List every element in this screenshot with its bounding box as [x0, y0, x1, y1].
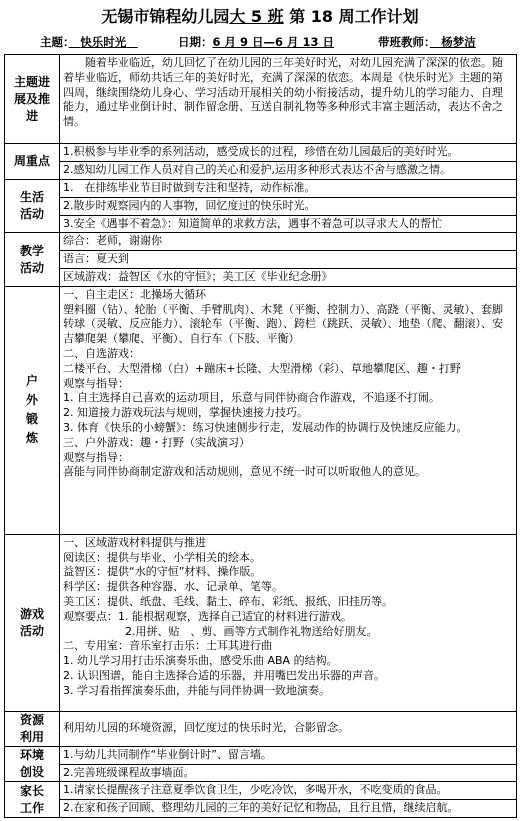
theme-label: 主题： — [40, 35, 69, 49]
row-focus — [5, 144, 517, 180]
focus-line: 1.积极参与毕业季的系列活动，感受成长的过程，珍惜在幼儿园最后的美好时光。 — [60, 144, 516, 162]
title-class-name: 大 5 班 — [229, 7, 284, 26]
games-line: 3. 学习看指挥演奏乐曲，并能与同伴协调一致地演奏。 — [63, 683, 330, 697]
outdoor-line: 塑料圈（钻）、轮胎（平衡、手臂肌肉）、木凳（平衡、控制力）、高跷（平衡、灵敏）、套脚转球（灵敏、反应能力）、滚轮车（平衡、跑）、跨栏（跳跃、灵敏）、地垫（爬、翻滚）、安吉攀爬架（攀爬、平衡）、自行车（下肢、平衡） — [63, 302, 503, 346]
outdoor-line: 喜能与同伴协商制定游戏和活动规则，意见不统一时可以听取他人的意见。 — [63, 465, 426, 479]
content-parents — [60, 782, 517, 818]
parents-line: 1.请家长提醒孩子注意夏季饮食卫生，少吃冷饮，多喝开水，不吃变质的食品。 — [60, 782, 516, 800]
parents-line: 2.在家和孩子回顾、整理幼儿园的三年的美好记忆和物品，且行且惜，继续启航。 — [63, 801, 459, 815]
row-theme-progress — [5, 55, 517, 144]
teaching-line: 语言：夏天到 — [60, 251, 516, 269]
outdoor-line: 一、自主走区：北操场大循环 — [63, 287, 206, 301]
content-focus — [60, 144, 517, 180]
theme-meta — [40, 32, 138, 52]
games-line: 益智区：提供“水的守恒”材料、操作版。 — [63, 565, 262, 579]
row-resources — [5, 711, 517, 746]
teaching-line: 综合：老师，谢谢你 — [60, 233, 516, 251]
theme-progress-text: 随着毕业临近，幼儿回忆了在幼儿园的三年美好时光，对幼儿园充满了深深的依恋。随着毕业临近，师幼共话三年的美好时光，充满了深深的依恋。本周是《快乐时光》主题的第四周，继续围绕幼儿身心、学习活动开展相关的幼小衔接活动，提升幼儿的学习能力、自理能力，通过毕业倒计时、制作留念册、互送自制礼物等多种形式丰富主题活动，表达不舍之情。 — [63, 56, 503, 129]
outdoor-line: 三、户外游戏：趣・打野（实战演习） — [63, 435, 250, 449]
label-teaching: 教学活动 — [5, 233, 60, 286]
date-value: 6 月 9 日—6 月 13 日 — [212, 35, 335, 49]
games-line: 阅读区：提供与毕业、小学相关的绘本。 — [63, 550, 261, 564]
label-resources: 资源利用 — [5, 711, 60, 746]
label-parents: 家长工作 — [5, 782, 60, 818]
life-line: 2.散步时观察园内的人事物，回忆度过的快乐时光。 — [60, 198, 516, 216]
content-outdoor — [60, 286, 517, 534]
teacher-value: 杨梦洁 — [441, 35, 476, 49]
teacher-meta — [378, 32, 476, 52]
label-outdoor: 户外锻炼 — [5, 286, 60, 534]
row-teaching — [5, 233, 517, 286]
life-line: 3.安全《遇事不着急》：知道简单的求救方法，遇事不着急可以寻求大人的帮忙 — [63, 216, 442, 230]
resources-text: 利用幼儿园的环境资源，回忆度过的快乐时光，合影留念。 — [63, 721, 349, 735]
label-life: 生活活动 — [5, 180, 60, 233]
outdoor-line: 二楼平台、大型滑梯（白）+蹦床+长隆、大型滑梯（彩）、草地攀爬区、趣・打野 — [63, 361, 461, 375]
outdoor-line: 二、自选游戏： — [63, 346, 140, 360]
plan-table — [4, 54, 517, 818]
games-line: 2. 认识图谱，能自主选择合适的乐器，并用嘴巴发出乐器的声音。 — [63, 668, 385, 682]
label-focus: 周重点 — [5, 144, 60, 180]
title-prefix: 无锡市锦程幼儿园 — [101, 7, 230, 26]
meta-row — [4, 32, 516, 54]
content-environment — [60, 746, 517, 782]
outdoor-line: 1. 自主选择自己喜欢的运动项目，乐意与同伴协商合作游戏，不追逐不打闹。 — [63, 391, 440, 405]
games-line: 1. 幼儿学习用打击乐演奏乐曲，感受乐曲 ABA 的结构。 — [63, 654, 338, 668]
page-title — [4, 6, 516, 32]
row-parents — [5, 782, 517, 818]
theme-value: 快乐时光 — [80, 35, 127, 49]
label-theme-progress: 主题进展及推进 — [5, 55, 60, 144]
row-outdoor — [5, 286, 517, 534]
games-line: 观察要点：1. 能根据观察，选择自己适宜的材料进行游戏。 — [63, 609, 352, 623]
row-games — [5, 534, 517, 711]
outdoor-line: 2. 知道接力游戏玩法与规则，掌握快速接力技巧。 — [63, 406, 308, 420]
games-line: 科学区：提供各种容器、水、记录单、笔等。 — [63, 580, 283, 594]
games-line: 美工区：提供、纸盘、毛线、黏土、碎布、彩纸、报纸、旧挂历等。 — [63, 594, 393, 608]
content-theme-progress — [60, 55, 517, 144]
environment-line: 2.完善班级课程故事墙面。 — [63, 765, 195, 779]
date-meta — [178, 32, 334, 52]
games-line: 2.用拼、贴 、剪、画等方式制作礼物送给好朋友。 — [125, 624, 378, 638]
teaching-line: 区域游戏：益智区《水的守恒》；美工区《毕业纪念册》 — [63, 269, 333, 283]
life-line: 1. 在排练毕业节目时做到专注和坚持，动作标准。 — [60, 180, 516, 198]
content-life — [60, 180, 517, 233]
content-teaching — [60, 233, 517, 286]
row-environment — [5, 746, 517, 782]
title-week: 第 18 周工作计划 — [289, 7, 419, 26]
outdoor-line: 观察与指导： — [63, 376, 129, 390]
games-line: 一、区域游戏材料提供与推进 — [63, 535, 206, 549]
outdoor-line: 观察与指导： — [63, 450, 129, 464]
date-label: 日期： — [178, 35, 213, 49]
label-environment: 环境创设 — [5, 746, 60, 782]
environment-line: 1.与幼儿共同制作“毕业倒计时”、留言墙。 — [60, 747, 516, 765]
content-resources — [60, 711, 517, 746]
outdoor-line: 3. 体育《快乐的小螃蟹》：练习快速侧步行走，发展动作的协调行及快速反应能力。 — [63, 420, 468, 434]
content-games — [60, 534, 517, 711]
focus-line: 2.感知幼儿园工作人员对自己的关心和爱护,运用多种形式表达不舍与感激之情。 — [63, 162, 451, 176]
teacher-label: 带班教师： — [378, 35, 430, 49]
label-games: 游戏活动 — [5, 534, 60, 711]
row-life — [5, 180, 517, 233]
games-line: 二、专用室：音乐室打击乐：土耳其进行曲 — [63, 639, 272, 653]
